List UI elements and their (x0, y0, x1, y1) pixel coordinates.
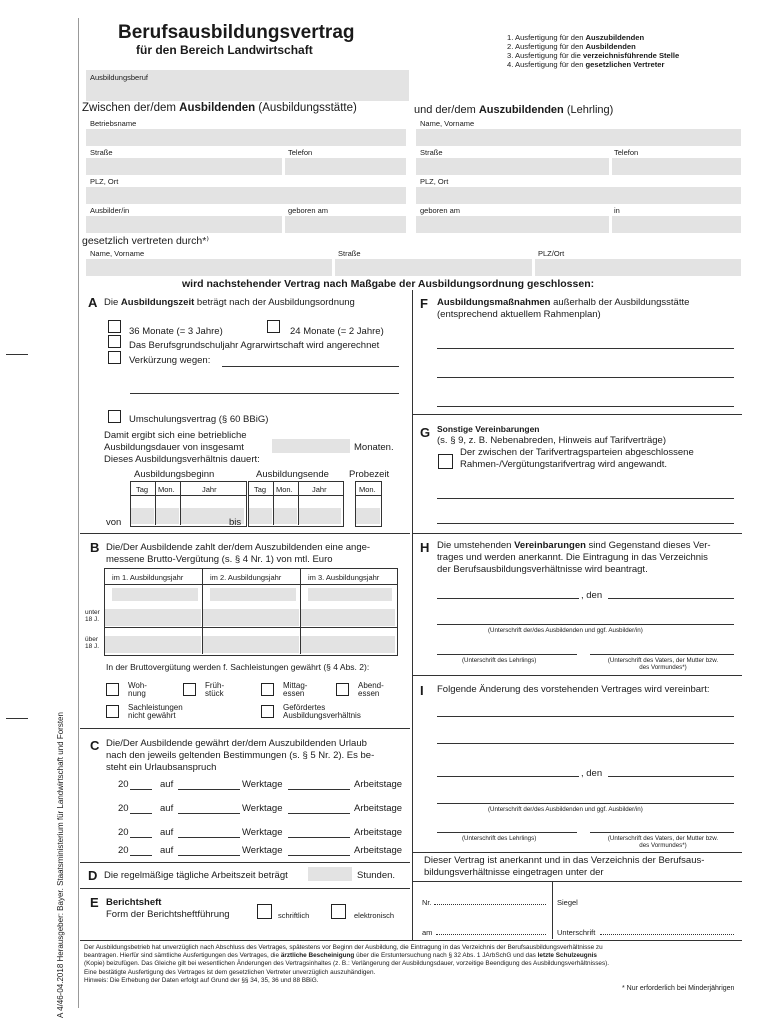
main-heading: wird nachstehender Vertrag nach Maßgabe der Ausbildungsordnung geschlossen: (182, 278, 595, 290)
ende-tag-field[interactable] (249, 508, 272, 524)
section-g-heading: Sonstige Vereinbarungen (437, 424, 540, 434)
plz-label-right: PLZ, Ort (420, 177, 449, 186)
copy-4: 4. Ausfertigung für den gesetzlichen Vertreter (507, 60, 665, 69)
section-c-text-2: nach den jeweils geltenden Bestimmungen (s. § 5 Nr. 2). Es be- (106, 750, 375, 761)
party-left-heading: Zwischen der/dem Ausbildenden (Ausbildungsstätte) (82, 102, 357, 114)
dauer-text-3: Dieses Ausbildungsverhältnis dauert: (104, 454, 260, 465)
mittagessen-label: Mittag- essen (283, 681, 308, 698)
beginn-head-line (130, 495, 246, 496)
urlaub-row-4-auf: auf (160, 845, 174, 856)
divider-g-h (412, 533, 742, 534)
checkbox-fruehstueck[interactable] (183, 683, 196, 696)
urlaub-row-1-werktage-field[interactable] (178, 778, 240, 790)
fold-mark-top (6, 354, 28, 355)
urlaub-row-3-werktage: Werktage (242, 827, 283, 838)
h-ort-field[interactable] (437, 586, 579, 599)
section-g-letter: G (420, 425, 431, 440)
ausbilder-geboren-field[interactable] (285, 216, 406, 233)
urlaub-row-3-arbeitstage-field[interactable] (288, 826, 350, 838)
dauer-text-2: Ausbildungsdauer von insgesamt (104, 442, 244, 453)
checkbox-tarifvertrag[interactable] (438, 454, 453, 469)
checkbox-bgj[interactable] (108, 335, 121, 348)
telefon-field-right[interactable] (612, 158, 741, 175)
section-i-letter: I (420, 683, 424, 698)
i-sig-line-2[interactable] (437, 832, 577, 833)
section-f-subtext: (entsprechend aktuellem Rahmenplan) (437, 309, 601, 320)
i-sig-caption-1: (Unterschrift der/des Ausbildenden und ggf. Ausbilder/in) (488, 806, 643, 813)
arbeitszeit-field[interactable] (308, 867, 352, 881)
verg-ueber18-1-field[interactable] (105, 636, 201, 653)
h-sig-caption-3: (Unterschrift des Vaters, der Mutter bzw. des Vormundes*) (607, 657, 719, 671)
h-sig-line-3[interactable] (590, 654, 734, 655)
form-title: Berufsausbildungsvertrag (118, 22, 355, 43)
column-divider (412, 290, 413, 940)
plz-field-right[interactable] (416, 187, 741, 204)
telefon-label-left: Telefon (288, 148, 313, 157)
i-sig-line-3[interactable] (590, 832, 734, 833)
checkbox-36-monate[interactable] (108, 320, 121, 333)
footer-line-3: (Kopie) beizufügen. Das Gleiche gilt bei wesentlichen Änderungen des Vertragsinhaltes (z. B.: Verlängerung der Ausbildungsdauer, vorzeitige Beendigung des Ausbildungsverhältnisses). (84, 960, 610, 968)
side-publisher-note: A 4/46-04.2018 Herausgeber: Bayer. Staatsministerium für Landwirtschaft und Forsten (56, 712, 65, 1018)
vereinbarungen-line-1[interactable] (437, 486, 734, 499)
beginn-mon-label: Mon. (158, 485, 175, 494)
strasse-label-left: Straße (90, 148, 113, 157)
betriebsname-field[interactable] (86, 129, 406, 146)
checkbox-wohnung[interactable] (106, 683, 119, 696)
azubi-geburtsort-field[interactable] (612, 216, 741, 233)
urlaub-row-3-arbeitstage: Arbeitstage (354, 827, 403, 838)
urlaub-row-4-werktage-field[interactable] (178, 844, 240, 856)
abendessen-label: Abend- essen (358, 681, 384, 698)
urlaub-row-3-werktage-field[interactable] (178, 826, 240, 838)
registration-text-1: Dieser Vertrag ist anerkannt und in das Verzeichnis der Berufsaus- (424, 855, 705, 866)
party-right-heading: und der/dem Auszubildenden (Lehrling) (414, 104, 614, 116)
verkuerzung-field-2[interactable] (130, 381, 399, 394)
beginn-tag-label: Tag (136, 485, 149, 494)
reg-box-top (412, 881, 742, 882)
azubi-in-label: in (614, 206, 620, 215)
umschulung-label: Umschulungsvertrag (§ 60 BBiG) (129, 414, 269, 425)
section-h-text-3: der Berufsausbildungsverhältnisse wird beantragt. (437, 564, 648, 575)
urlaub-row-3-auf: auf (160, 827, 174, 838)
checkbox-24-monate[interactable] (267, 320, 280, 333)
urlaub-row-4-arbeitstage-field[interactable] (288, 844, 350, 856)
divider-a-b (80, 533, 410, 534)
aenderung-line-2[interactable] (437, 731, 734, 744)
section-a-letter: A (88, 295, 98, 310)
i-sig-caption-2: (Unterschrift des Lehrlings) (462, 835, 537, 842)
urlaub-row-2-arbeitstage-field[interactable] (288, 802, 350, 814)
section-a-heading: Die Ausbildungszeit beträgt nach der Ausbildungsordnung (104, 297, 355, 308)
urlaub-row-1-werktage: Werktage (242, 779, 283, 790)
ende-tag-label: Tag (254, 485, 267, 494)
verg-col-2: im 2. Ausbildungsjahr (210, 573, 282, 582)
ende-label: Ausbildungsende (256, 469, 329, 480)
berichtsheft-heading: Berichtsheft (106, 897, 162, 908)
urlaub-row-2-year-field[interactable] (130, 802, 152, 814)
betriebsname-label: Betriebsname (90, 119, 137, 128)
checkbox-elektronisch[interactable] (331, 904, 346, 919)
checkbox-verkuerzung[interactable] (108, 351, 121, 364)
h-sig-line-1[interactable] (437, 624, 734, 625)
siegel-label: Siegel (557, 898, 578, 907)
section-h-text-1: Die umstehenden Vereinbarungen sind Gegenstand dieses Ver- (437, 540, 711, 551)
verg-ueber18-3-field[interactable] (301, 636, 395, 653)
ende-head-line (248, 495, 343, 496)
form-subtitle: für den Bereich Landwirtschaft (136, 43, 313, 57)
divider-f-g (412, 414, 742, 415)
h-sig-caption-1: (Unterschrift der/des Ausbildenden und ggf. Ausbilder/in) (488, 627, 643, 634)
reg-box-divider (552, 881, 553, 939)
reg-nr-field[interactable] (434, 896, 546, 905)
vertreter-strasse-field[interactable] (335, 259, 532, 276)
checkbox-mittagessen[interactable] (261, 683, 274, 696)
verg-3-head-field[interactable] (308, 588, 392, 601)
verkuerzung-field[interactable] (222, 354, 399, 367)
vertreter-name-label: Name, Vorname (90, 249, 145, 258)
beginn-label: Ausbildungsbeginn (134, 469, 215, 480)
footer-line-2: beantragen. Hierfür sind sämtliche Ausfertigungen des Vertrages, die ärztliche Bescheinigung über die Erstuntersuchung nach § 32 Abs. 1 JArbSchG und das letzte Schulzeugnis (84, 952, 597, 960)
section-c-text-1: Die/Der Ausbildende gewährt der/dem Auszubildenden Urlaub (106, 738, 367, 749)
urlaub-row-4-year-field[interactable] (130, 844, 152, 856)
verg-1-head-field[interactable] (112, 588, 198, 601)
h-datum-field[interactable] (608, 586, 734, 599)
h-den-label: , den (581, 590, 603, 601)
verg-col-1: im 1. Ausbildungsjahr (112, 573, 184, 582)
i-ort-field[interactable] (437, 764, 579, 777)
ende-jahr-field[interactable] (299, 508, 341, 524)
copy-2: 2. Ausfertigung für den Ausbildenden (507, 42, 636, 51)
section-f-letter: F (420, 296, 428, 311)
verg-head-line (104, 584, 397, 585)
probezeit-label: Probezeit (349, 469, 390, 480)
left-border (78, 18, 79, 1008)
telefon-label-right: Telefon (614, 148, 639, 157)
vertreten-heading: gesetzlich vertreten durch*⁾ (82, 235, 209, 247)
telefon-field-left[interactable] (285, 158, 406, 175)
plz-field-left[interactable] (86, 187, 406, 204)
urlaub-row-1-year: 20 (118, 779, 129, 790)
ausbilder-label: Ausbilder/in (90, 206, 130, 215)
footer-line-5: Hinweis: Die Erhebung der Daten erfolgt auf Grund der §§ 34, 35, 36 und 88 BBiG. (84, 976, 319, 984)
vereinbarungen-line-2[interactable] (437, 511, 734, 524)
vertreter-plz-label: PLZ/Ort (538, 249, 565, 258)
von-label: von (106, 517, 122, 528)
ausbilder-field[interactable] (86, 216, 282, 233)
checkbox-sachleistungen-nicht[interactable] (106, 705, 119, 718)
elektronisch-label: elektronisch (354, 911, 395, 920)
verkuerzung-label: Verkürzung wegen: (129, 355, 211, 366)
divider-b-c (80, 728, 410, 729)
unter18-label: unter 18 J. (85, 609, 100, 623)
ueber18-label: über 18 J. (85, 636, 100, 650)
sachleistungen-text: In der Bruttovergütung werden f. Sachleistungen gewährt (§ 4 Abs. 2): (106, 662, 370, 672)
verg-unter18-2-field[interactable] (203, 609, 299, 626)
azubi-name-field[interactable] (416, 129, 741, 146)
urlaub-row-2-arbeitstage: Arbeitstage (354, 803, 403, 814)
registration-text-2: bildungsverhältnisse eingetragen unter der (424, 867, 604, 878)
sachleistungen-nicht-label: Sachleistungen nicht gewährt (128, 703, 183, 720)
verg-unter18-3-field[interactable] (301, 609, 395, 626)
section-b-text-2: messene Brutto-Vergütung (s. § 4 Nr. 1) von mtl. Euro (106, 554, 333, 565)
probe-head-line (355, 495, 381, 496)
fruehstueck-label: Früh- stück (205, 681, 225, 698)
urlaub-row-2-year: 20 (118, 803, 129, 814)
plz-label-left: PLZ, Ort (90, 177, 119, 186)
vertreter-plz-field[interactable] (535, 259, 741, 276)
urlaub-row-4-arbeitstage: Arbeitstage (354, 845, 403, 856)
vertreter-name-field[interactable] (86, 259, 332, 276)
divider-d-e (80, 888, 410, 889)
section-h-letter: H (420, 540, 430, 555)
reg-am-label: am (422, 928, 433, 937)
section-f-heading: Ausbildungsmaßnahmen außerhalb der Ausbildungsstätte (437, 297, 690, 308)
ende-mon-label: Mon. (276, 485, 293, 494)
divider-h-i (412, 675, 742, 676)
strasse-field-right[interactable] (416, 158, 609, 175)
i-sig-line-1[interactable] (437, 803, 734, 804)
urlaub-row-4-werktage: Werktage (242, 845, 283, 856)
urlaub-row-2-auf: auf (160, 803, 174, 814)
azubi-geboren-label: geboren am (420, 206, 461, 215)
copy-1: 1. Ausfertigung für den Auszubildenden (507, 33, 645, 42)
massnahmen-line-3[interactable] (437, 394, 734, 407)
h-sig-line-2[interactable] (437, 654, 577, 655)
checkbox-umschulung[interactable] (108, 410, 121, 423)
urlaub-row-2-werktage: Werktage (242, 803, 283, 814)
copies-list (507, 33, 679, 69)
massnahmen-line-1[interactable] (437, 336, 734, 349)
footer-line-4: Eine bestätigte Ausfertigung des Vertrages ist dem gesetzlichen Vertreter unverzüglich auszuhändigen. (84, 968, 376, 976)
i-den-label: , den (581, 768, 603, 779)
i-datum-field[interactable] (608, 764, 734, 777)
beginn-tag-field[interactable] (131, 508, 154, 524)
ausbilder-geboren-label: geboren am (288, 206, 329, 215)
urlaub-row-1-arbeitstage-field[interactable] (288, 778, 350, 790)
ende-jahr-label: Jahr (312, 485, 327, 494)
i-sig-caption-3: (Unterschrift des Vaters, der Mutter bzw. des Vormundes*) (607, 835, 719, 849)
urlaub-row-1-auf: auf (160, 779, 174, 790)
beginn-mon-field[interactable] (156, 508, 179, 524)
urlaub-row-2-werktage-field[interactable] (178, 802, 240, 814)
probezeit-mon-label: Mon. (359, 485, 376, 494)
divider-c-d (80, 862, 410, 863)
opt-24-monate-label: 24 Monate (= 2 Jahre) (290, 326, 384, 337)
azubi-name-label: Name, Vorname (420, 119, 475, 128)
beginn-jahr-label: Jahr (202, 485, 217, 494)
schriftlich-label: schriftlich (278, 911, 310, 920)
aenderung-line-1[interactable] (437, 704, 734, 717)
probezeit-field[interactable] (356, 508, 380, 524)
section-e-letter: E (90, 895, 99, 910)
copy-3: 3. Ausfertigung für die verzeichnisführende Stelle (507, 51, 680, 60)
h-sig-caption-2: (Unterschrift des Lehrlings) (462, 657, 537, 664)
footer-text (84, 944, 744, 985)
fold-mark-bottom (6, 718, 28, 719)
dauer-text-1: Damit ergibt sich eine betriebliche (104, 430, 247, 441)
gefoerdert-label: Gefördertes Ausbildungsverhältnis (283, 703, 361, 720)
reg-unterschrift-field[interactable] (600, 926, 734, 935)
strasse-label-right: Straße (420, 148, 443, 157)
reg-nr-label: Nr. (422, 898, 432, 907)
urlaub-row-3-year: 20 (118, 827, 129, 838)
section-d-letter: D (88, 868, 98, 883)
section-c-text-3: steht ein Urlaubsanspruch (106, 762, 217, 773)
verg-2-head-field[interactable] (210, 588, 296, 601)
stunden-label: Stunden. (357, 870, 396, 881)
section-h-text-2: trages und werden anerkannt. Die Eintragung in das Verzeichnis (437, 552, 708, 563)
section-c-letter: C (90, 738, 100, 753)
checkbox-gefoerdert[interactable] (261, 705, 274, 718)
berichtsheft-form-label: Form der Berichtsheftführung (106, 909, 230, 920)
wohnung-label: Woh- nung (128, 681, 147, 698)
urlaub-row-4-year: 20 (118, 845, 129, 856)
footer-divider (80, 940, 742, 941)
footer-line-1: Der Ausbildungsbetrieb hat unverzüglich nach Abschluss des Vertrages, spätestens vor Beginn der Ausbildung, die Eintragung in das Verzeichnis der Berufsausbildungsverhältnisse zu (84, 944, 603, 951)
section-i-text: Folgende Änderung des vorstehenden Vertrages wird vereinbart: (437, 684, 710, 695)
bgj-label: Das Berufsgrundschuljahr Agrarwirtschaft wird angerechnet (129, 340, 380, 351)
gesamtdauer-field[interactable] (272, 439, 350, 453)
urlaub-row-1-year-field[interactable] (130, 778, 152, 790)
section-d-text: Die regelmäßige tägliche Arbeitszeit beträgt (104, 870, 288, 881)
section-b-text-1: Die/Der Ausbildende zahlt der/dem Auszubildenden eine ange- (106, 542, 371, 553)
tarifvertrag-label-1: Der zwischen der Tarifvertragsparteien abgeschlossene (460, 447, 694, 458)
strasse-field-left[interactable] (86, 158, 282, 175)
reg-unterschrift-label: Unterschrift (557, 928, 596, 937)
massnahmen-line-2[interactable] (437, 365, 734, 378)
vertreter-strasse-label: Straße (338, 249, 361, 258)
ausbildungsberuf-label: Ausbildungsberuf (90, 73, 148, 82)
ende-mon-field[interactable] (274, 508, 297, 524)
section-g-subtext: (s. § 9, z. B. Nebenabreden, Hinweis auf Tarifverträge) (437, 435, 666, 446)
opt-36-monate-label: 36 Monate (= 3 Jahre) (129, 326, 223, 337)
tarifvertrag-label-2: Rahmen-/Vergütungstarifvertrag wird angewandt. (460, 459, 668, 470)
reg-am-field[interactable] (436, 926, 546, 935)
verg-unter18-1-field[interactable] (105, 609, 201, 626)
monate-label: Monaten. (354, 442, 394, 453)
divider-i-reg (412, 852, 742, 853)
minderjaehrige-note: * Nur erforderlich bei Minderjährigen (622, 985, 735, 992)
verg-ueber18-2-field[interactable] (203, 636, 299, 653)
urlaub-row-3-year-field[interactable] (130, 826, 152, 838)
verg-col-3: im 3. Ausbildungsjahr (308, 573, 380, 582)
verg-row-line (104, 627, 397, 628)
checkbox-abendessen[interactable] (336, 683, 349, 696)
checkbox-schriftlich[interactable] (257, 904, 272, 919)
bis-label: bis (229, 517, 242, 528)
azubi-geboren-field[interactable] (416, 216, 609, 233)
section-b-letter: B (90, 540, 100, 555)
urlaub-row-1-arbeitstage: Arbeitstage (354, 779, 403, 790)
